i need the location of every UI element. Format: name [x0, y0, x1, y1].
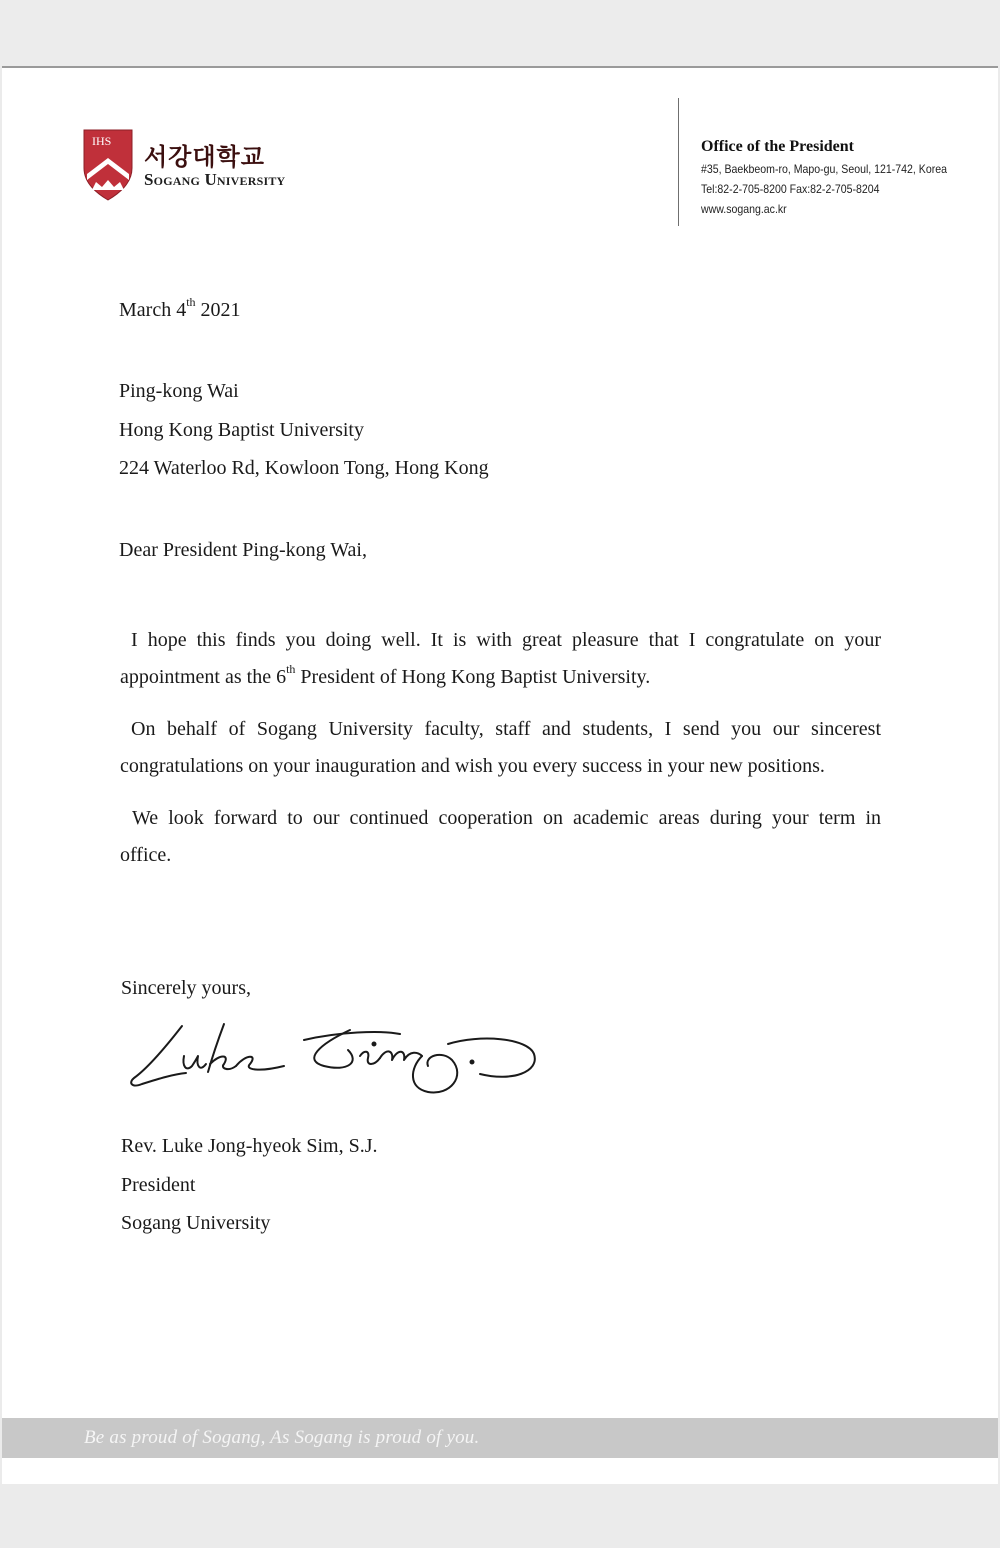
university-logo	[82, 128, 342, 208]
letter-page	[2, 66, 998, 1486]
recipient-address: 224 Waterloo Rd, Kowloon Tong, Hong Kong	[119, 457, 489, 479]
paragraph-2-line-2: congratulations on your inauguration and wish you every success in your new positions.	[120, 755, 825, 777]
scan-bottom-margin	[0, 1484, 1000, 1548]
paragraph-1-line-1: I hope this finds you doing well. It is with great pleasure that I congratulate on your	[131, 629, 881, 651]
date-year: 2021	[195, 299, 241, 321]
date-ordinal: th	[186, 295, 196, 310]
english-university-name: Sogang University	[144, 170, 286, 189]
paragraph-2-line-1: On behalf of Sogang University faculty, staff and students, I send you our sincerest	[131, 718, 881, 740]
paragraph-3-line-2: office.	[120, 844, 172, 866]
signatory-name: Rev. Luke Jong-hyeok Sim, S.J.	[121, 1135, 378, 1157]
salutation: Dear President Ping-kong Wai,	[119, 539, 367, 561]
signatory-organization: Sogang University	[121, 1212, 271, 1234]
footer-slogan: Be as proud of Sogang, As Sogang is proud of you.	[84, 1427, 480, 1448]
paragraph-1-text-b: President of Hong Kong Baptist University.	[295, 666, 651, 688]
paragraph-1-line-2	[120, 662, 651, 688]
crest-icon	[82, 128, 134, 202]
letter-date	[119, 295, 241, 321]
date-month-day: March 4	[119, 299, 187, 321]
recipient-name: Ping-kong Wai	[119, 380, 239, 402]
korean-university-name: 서강대학교	[144, 143, 265, 171]
recipient-institution: Hong Kong Baptist University	[119, 419, 364, 441]
office-contact-block	[701, 138, 991, 216]
office-title: Office of the President	[701, 138, 854, 155]
office-address: #35, Baekbeom-ro, Mapo-gu, Seoul, 121-742, Korea	[701, 162, 947, 176]
signatory-title: President	[121, 1174, 196, 1196]
office-website: www.sogang.ac.kr	[701, 202, 787, 216]
footer-band	[2, 1418, 998, 1458]
paragraph-1-text-a: appointment as the 6	[120, 666, 287, 688]
closing: Sincerely yours,	[121, 977, 251, 999]
crest-label: IHS	[92, 134, 112, 148]
letterhead-divider	[678, 98, 679, 226]
paragraph-1-ordinal: th	[286, 662, 296, 677]
scan-top-margin	[0, 0, 1000, 66]
paragraph-3-line-1: We look forward to our continued cooperation on academic areas during your term in	[132, 807, 881, 829]
office-phone-fax: Tel:82-2-705-8200 Fax:82-2-705-8204	[701, 182, 880, 196]
signature-image	[124, 1010, 564, 1114]
